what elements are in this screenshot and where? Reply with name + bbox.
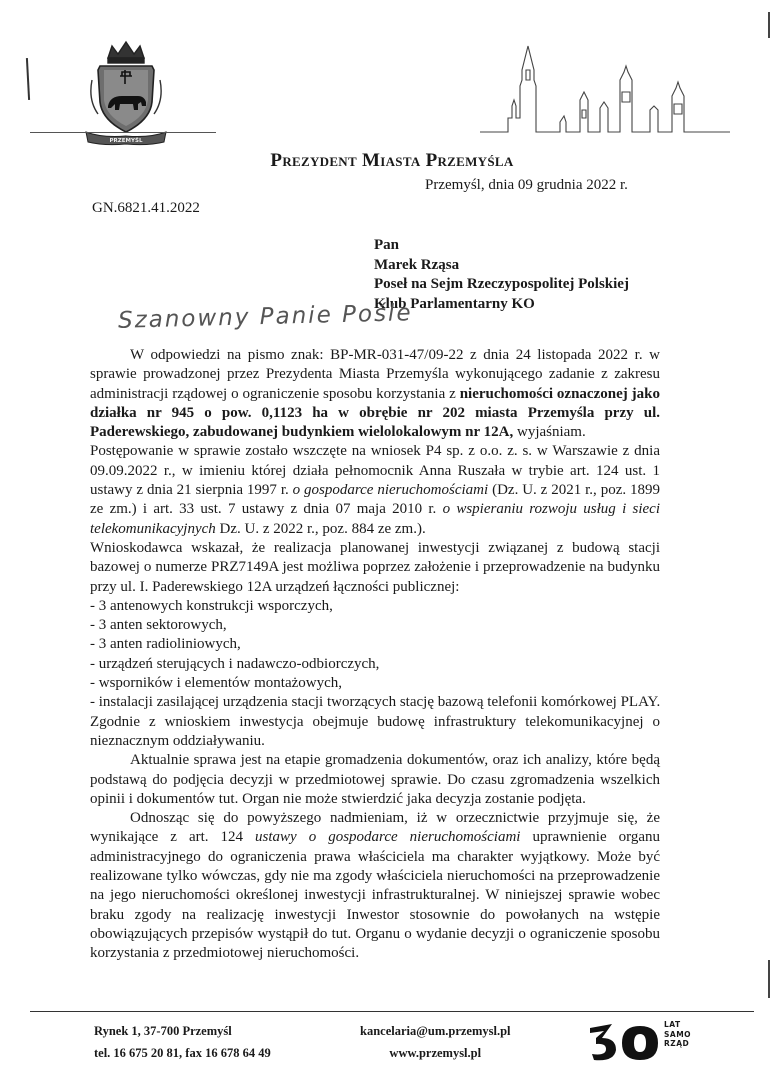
handwritten-greeting: Szanowny Panie Pośle <box>117 300 413 334</box>
list-item: - 3 anten sektorowych, <box>90 617 227 634</box>
paragraph-text: wyjaśniam. <box>513 424 586 441</box>
list-item: - 3 antenowych konstrukcji wsporczych, <box>90 597 333 614</box>
addressee-name: Marek Rząsa <box>374 256 460 273</box>
thirty-years-logo-text <box>664 1020 691 1049</box>
list-item: - urządzeń sterujących i nadawczo-odbiorczych, <box>90 655 380 672</box>
footer-phone: tel. 16 675 20 81, fax 16 678 64 49 <box>94 1046 271 1060</box>
equipment-list <box>90 597 660 713</box>
logo-line: SAMO <box>664 1029 692 1039</box>
addressee-line: Poseł na Sejm Rzeczypospolitej Polskiej <box>374 276 629 292</box>
footer-online <box>360 1020 511 1064</box>
place-and-date: Przemyśl, dnia 09 grudnia 2022 r. <box>425 177 628 193</box>
reference-number: GN.6821.41.2022 <box>92 200 200 216</box>
act-title: o gospodarce nieruchomościami <box>292 482 489 499</box>
property-description: nieruchomości oznaczonej jako działka nr 945 o pow. 0,1123 ha w obrębie nr 202 miasta Przemyśla przy ul. Paderewskiego, zabudowanej budynkiem wielolokalowym nr 12A, <box>90 385 660 441</box>
paragraph <box>90 809 660 963</box>
paragraph-text: W odpowiedzi na pismo znak: BP-MR-031-47/09-22 z dnia 24 listopada 2022 r. w sprawie prowadzonej przez Prezydenta Miasta Przemyśla wykonującego zadanie z zakresu administracji rządowej o ograniczenie sposobu korzystania z <box>90 347 660 402</box>
paragraph <box>90 442 660 538</box>
addressee-line: Klub Parlamentarny KO <box>374 295 535 312</box>
letterhead-title: Prezydent Miasta Przemyśla <box>270 150 514 171</box>
logo-line: LAT <box>664 1020 681 1029</box>
list-item: - instalacji zasilającej urządzenia stacji tworzących stację bazową telefonii komórkowej PLAY. <box>90 694 661 711</box>
act-title: o wspieraniu rozwoju usług i sieci telekomunikacyjnych <box>90 501 660 537</box>
paragraph-text: uprawnienie organu administracyjnego do ograniczenia prawa właściciela ma charakter wyjątkowy. Może być realizowane tylko wówczas, gdy nie ma zgody właściciela nieruchomości na przeprowadzenie na jego nieruchomości określonej inwestycji infrastrukturalnej. W niniejszej sprawie wobec braku zgody na realizację inwestycji Inwestor stosownie do powołanych na wstępie obowiązujących przepisów wystąpił do tut. Organu o wydanie decyzji o ograniczenie sposobu korzystania z przedmiotowej nieruchomości. <box>90 829 660 962</box>
paragraph-text: (Dz. U. z 2021 r., poz. 1899 ze zm.) i art. 33 ust. 7 ustawy z dnia 07 maja 2010 r. <box>90 482 660 518</box>
logo-line: RZĄD <box>664 1039 690 1048</box>
paragraph: Wnioskodawca wskazał, że realizacja planowanej inwestycji związanej z budową stacji bazowej o numerze PRZ7149A jest możliwa poprzez założenie i przeprowadzenie na budynku przy ul. I. Paderewskiego 12A urządzeń łączności publicznej: <box>90 539 660 595</box>
header-rule <box>30 132 216 133</box>
crest-banner-text: PRZEMYŚL <box>109 138 143 144</box>
city-skyline-logo <box>480 40 730 140</box>
letter-body <box>90 346 660 964</box>
footer-website: www.przemysl.pl <box>389 1046 482 1060</box>
list-item: - 3 anten radioliniowych, <box>90 636 241 653</box>
act-title: ustawy o gospodarce nieruchomościami <box>255 829 521 846</box>
paragraph: Aktualnie sprawa jest na etapie gromadzenia dokumentów, oraz ich analizy, które będą podstawą do podjęcia decyzji w przedmiotowej sprawie. Do czasu zgromadzenia wszelkich opinii i dokumentów tut. Organ nie może stwierdzić jaka decyzja zostanie podjęta. <box>90 752 660 807</box>
footer-email: kancelaria@um.przemysl.pl <box>360 1024 511 1038</box>
scan-artifact-mark <box>768 12 770 38</box>
footer-address: Rynek 1, 37-700 Przemyśl <box>94 1024 232 1038</box>
paragraph-text: Dz. U. z 2022 r., poz. 884 ze zm.). <box>215 520 426 537</box>
paragraph-text: Postępowanie w sprawie zostało wszczęte na wniosek P4 sp. z o.o. z. s. w Warszawie z dnia 09.09.2022 r., w imieniu której działa pełnomocnik Anna Ruszała w trybie art. 124 ust. 1 ustawy z dnia 21 sierpnia 1997 r. <box>90 443 660 499</box>
scan-artifact-mark <box>26 58 30 100</box>
paragraph: Zgodnie z wnioskiem inwestycja obejmuje budowę infrastruktury telekomunikacyjnej o nieznacznym oddziaływaniu. <box>90 713 660 749</box>
footer-rule <box>30 1011 754 1012</box>
footer-contact <box>94 1020 271 1064</box>
addressee-line: Pan <box>374 237 400 253</box>
paragraph-text: Odnosząc się do powyższego nadmieniam, iż w orzecznictwie przyjmuje się, że wynikające z art. 124 <box>90 810 660 846</box>
paragraph <box>90 346 660 442</box>
list-item: - wsporników i elementów montażowych, <box>90 675 343 692</box>
scan-artifact-mark <box>768 960 770 998</box>
